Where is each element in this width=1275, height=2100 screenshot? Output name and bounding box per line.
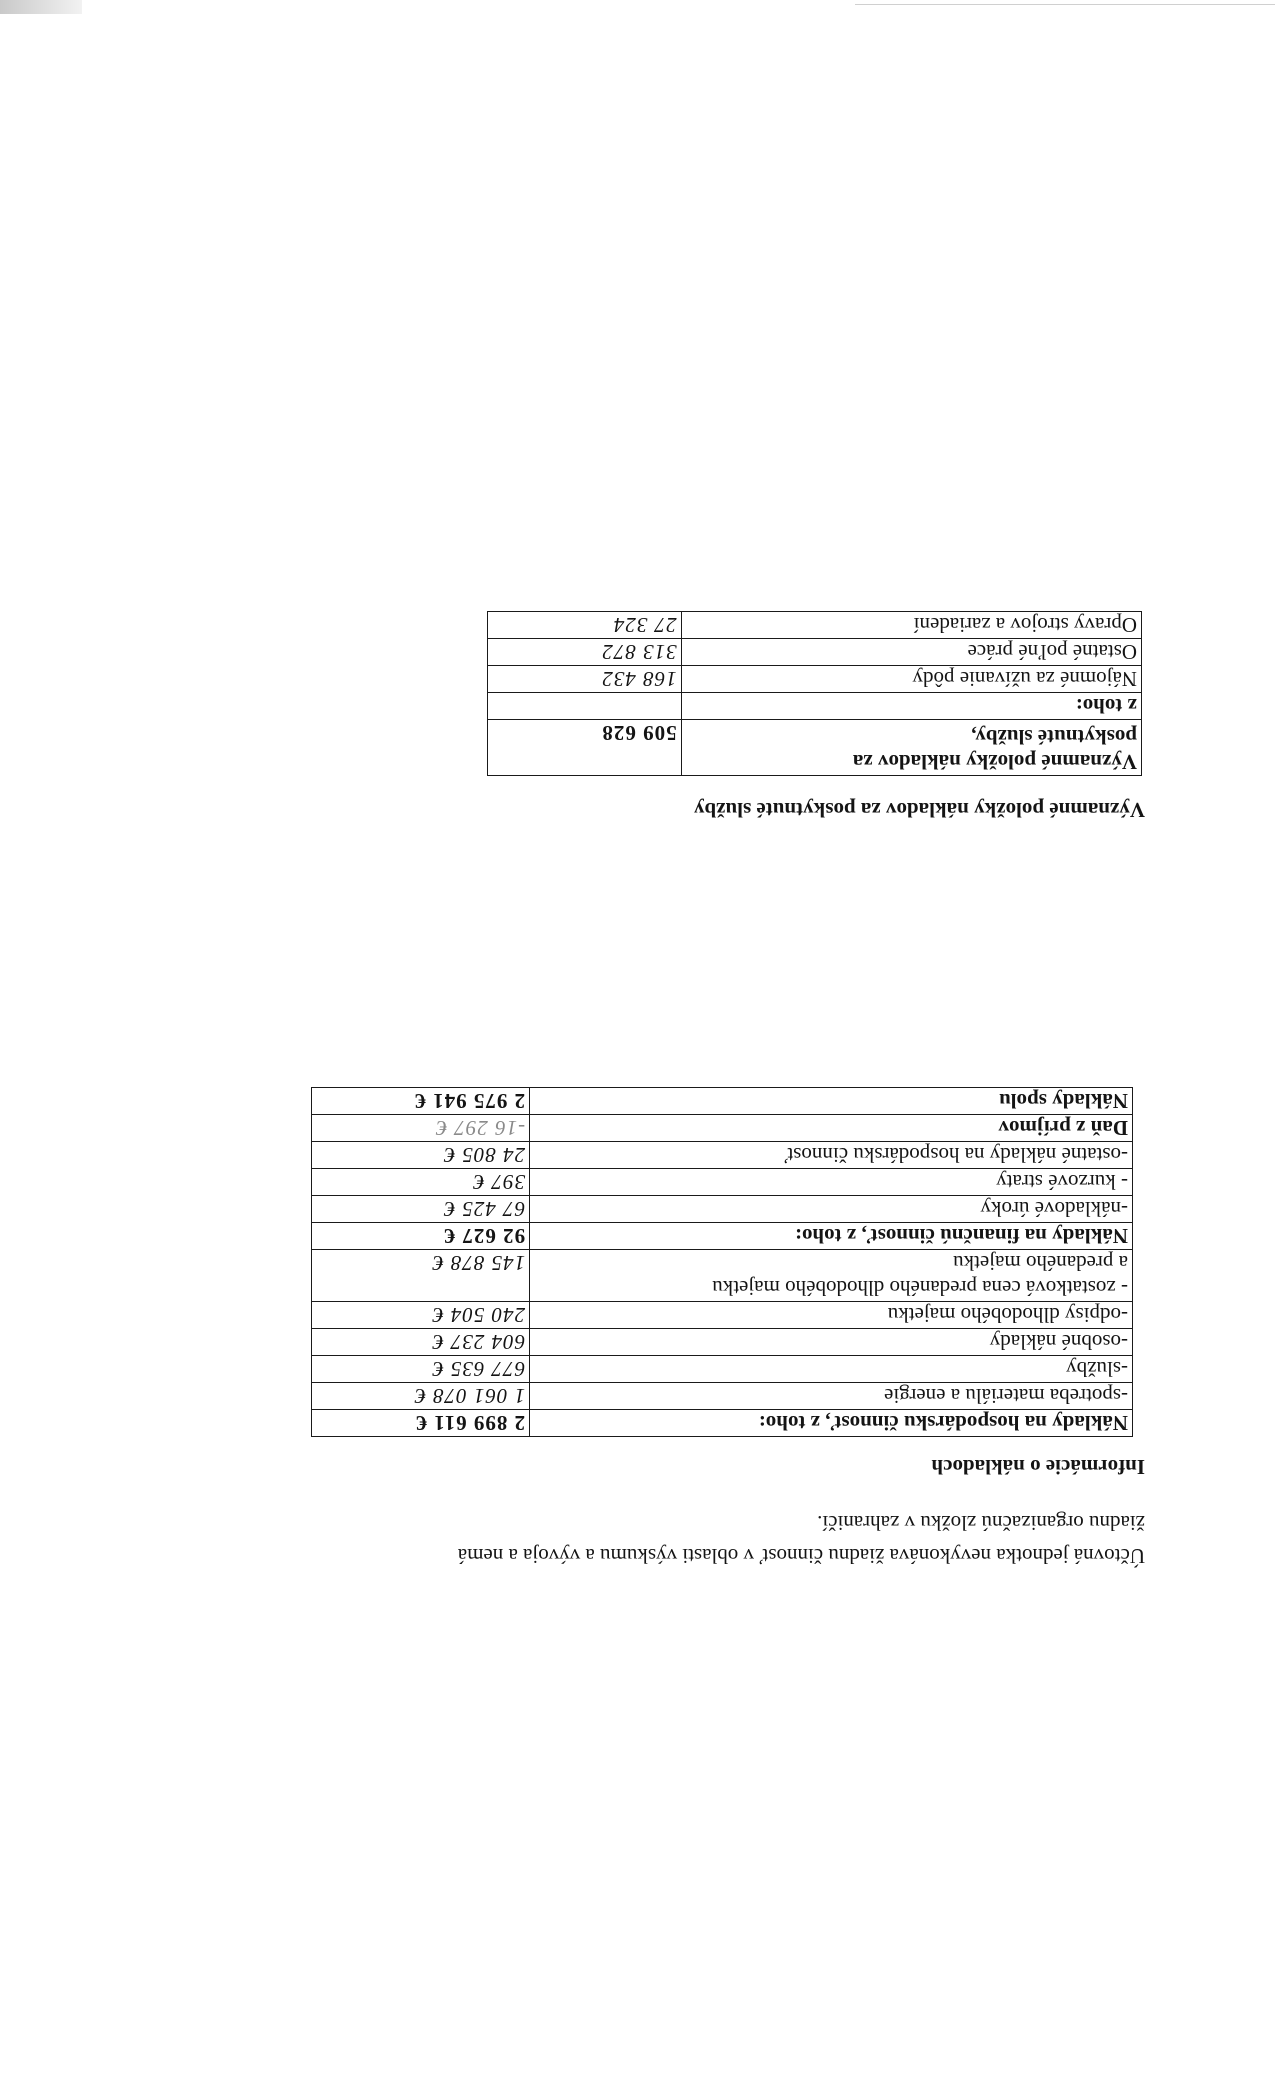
- row-label: -služby: [530, 1356, 1133, 1383]
- row-label: [530, 1250, 1133, 1302]
- row-value: [488, 693, 682, 720]
- row-label-line-2: a predaného majetku: [953, 1251, 1128, 1275]
- row-label: Opravy strojov a zariadení: [681, 612, 1141, 639]
- table-row: [312, 1115, 1133, 1142]
- row-label: Ostatné poľné práce: [681, 639, 1141, 666]
- table-row: [312, 1329, 1133, 1356]
- intro-line-2: žiadnu organizačnú zložku v zahraničí.: [817, 1511, 1145, 1535]
- row-value: 509 628: [488, 720, 682, 776]
- row-value: 313 872: [488, 639, 682, 666]
- row-value: 168 432: [488, 666, 682, 693]
- row-label: Náklady na hospodársku činnosť, z toho:: [530, 1410, 1133, 1437]
- row-value: 677 635 €: [312, 1356, 530, 1383]
- table-row: [312, 1196, 1133, 1223]
- row-label: -odpisy dlhodobého majetku: [530, 1302, 1133, 1329]
- row-label: -osobné náklady: [530, 1329, 1133, 1356]
- row-label: -nákladové úroky: [530, 1196, 1133, 1223]
- row-label: [681, 720, 1141, 776]
- table-row: [312, 1383, 1133, 1410]
- scan-edge-shadow: [0, 0, 82, 14]
- row-label-line-1: - zostatková cena predaného dlhodobého majetku: [712, 1276, 1128, 1300]
- row-value: 67 425 €: [312, 1196, 530, 1223]
- row-value: -16 297 €: [312, 1115, 530, 1142]
- services-section-heading: Významné položky nákladov za poskytnuté služby: [694, 798, 1145, 822]
- row-label-line-2: poskytnuté služby,: [971, 725, 1137, 749]
- row-value: 240 504 €: [312, 1302, 530, 1329]
- row-label-line-1: Významné položky nákladov za: [852, 750, 1137, 774]
- table-row: [312, 1223, 1133, 1250]
- row-label: -spotreba materiálu a energie: [530, 1383, 1133, 1410]
- intro-paragraph: [245, 1506, 1145, 1572]
- row-value: 2 975 941 €: [312, 1088, 530, 1115]
- intro-line-1: Účtovná jednotka nevykonáva žiadnu činnosť v oblasti výskumu a vývoja a nemá: [457, 1544, 1145, 1568]
- row-label: z toho:: [681, 693, 1141, 720]
- row-label: Nájomné za užívanie pôdy: [681, 666, 1141, 693]
- table-row: [488, 612, 1142, 639]
- row-value: 27 324: [488, 612, 682, 639]
- row-value: 2 899 611 €: [312, 1410, 530, 1437]
- row-value: 24 805 €: [312, 1142, 530, 1169]
- row-label: Náklady spolu: [530, 1088, 1133, 1115]
- table-row: [312, 1250, 1133, 1302]
- table-row: [488, 666, 1142, 693]
- costs-table: [311, 1087, 1133, 1437]
- costs-section-heading: Informácie o nákladoch: [931, 1455, 1145, 1479]
- table-row: [488, 720, 1142, 776]
- table-row: [312, 1142, 1133, 1169]
- row-value: 1 061 078 €: [312, 1383, 530, 1410]
- table-row: [488, 639, 1142, 666]
- row-label: -ostatné náklady na hospodársku činnosť: [530, 1142, 1133, 1169]
- table-row: [312, 1410, 1133, 1437]
- row-value: 92 627 €: [312, 1223, 530, 1250]
- row-label: Náklady na finančnú činnosť, z toho:: [530, 1223, 1133, 1250]
- table-row: [488, 693, 1142, 720]
- row-label: - kurzové straty: [530, 1169, 1133, 1196]
- services-table: [487, 611, 1142, 776]
- table-row: [312, 1356, 1133, 1383]
- table-row: [312, 1302, 1133, 1329]
- row-label: Daň z príjmov: [530, 1115, 1133, 1142]
- scan-edge-line: [855, 4, 1275, 5]
- row-value: 145 878 €: [312, 1250, 530, 1302]
- table-row: [312, 1169, 1133, 1196]
- table-row: [312, 1088, 1133, 1115]
- row-value: 604 237 €: [312, 1329, 530, 1356]
- row-value: 397 €: [312, 1169, 530, 1196]
